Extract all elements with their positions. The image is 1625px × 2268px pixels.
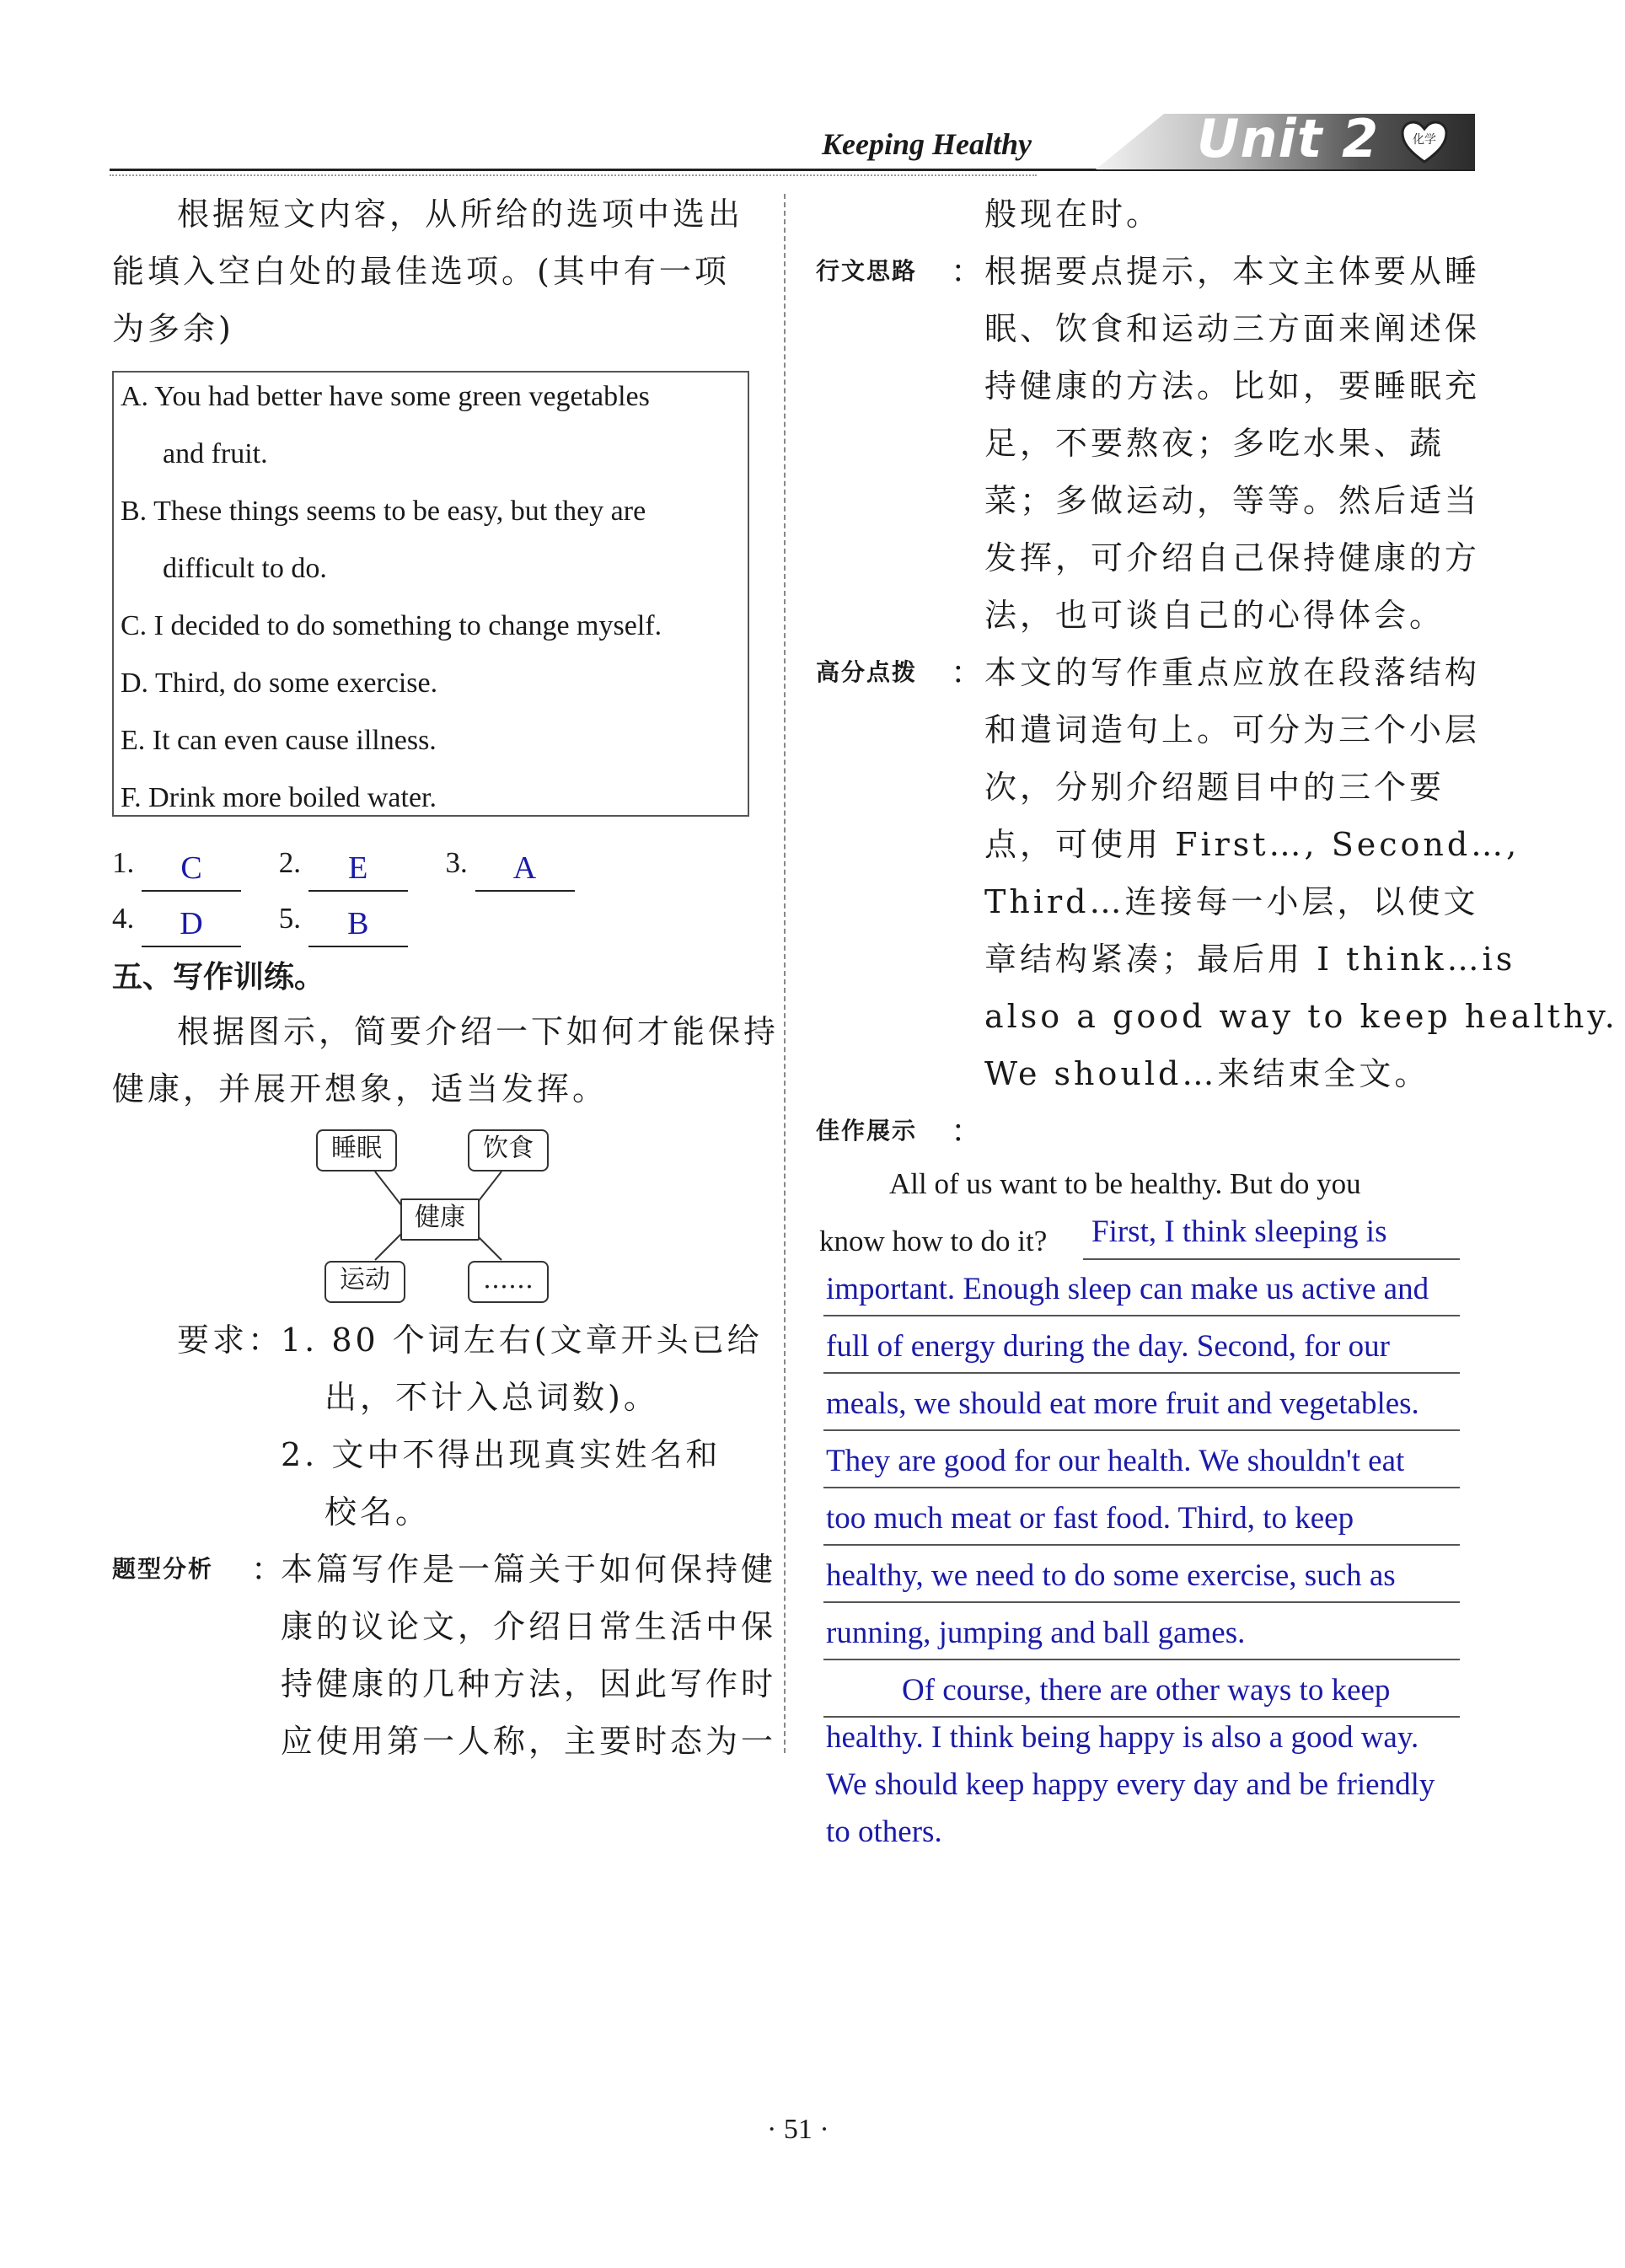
options-box (112, 371, 749, 817)
answer-2-value: E (348, 850, 368, 886)
heart-logo-icon (1399, 118, 1450, 169)
answer-4-value: D (180, 906, 203, 941)
page-number: · 51 · (767, 2114, 829, 2145)
requirements-label: 要求： (177, 1322, 284, 1359)
section-5-title: 五、写作训练。 (112, 960, 325, 995)
essay-line-5: They are good for our health. We shouldn't eat (826, 1444, 1405, 1478)
essay-rule-6 (823, 1544, 1460, 1546)
option-d: D. Third, do some exercise. (121, 668, 438, 699)
analysis-line-2: 康的议论文，介绍日常生活中保 (281, 1608, 777, 1645)
approach-line-7: 法，也可谈自己的心得体会。 (984, 597, 1445, 634)
approach-line-5: 菜；多做运动，等等。然后适当 (984, 482, 1481, 519)
sample-given-line-2: know how to do it? (819, 1225, 1048, 1257)
requirement-1-line-2: 出，不计入总词数)。 (324, 1379, 659, 1416)
approach-line-6: 发挥，可介绍自己保持健康的方 (984, 539, 1481, 576)
essay-line-2: important. Enough sleep can make us active and (826, 1272, 1429, 1306)
essay-line-3: full of energy during the day. Second, for our (826, 1329, 1390, 1364)
tips-tag: 高分点拨 (816, 658, 918, 686)
essay-line-9: Of course, there are other ways to keep (902, 1673, 1391, 1708)
answer-row-1 (112, 834, 575, 892)
intro-line-3: 为多余) (112, 310, 234, 347)
essay-line-1: First, I think sleeping is (1091, 1214, 1387, 1249)
option-a-line-2: and fruit. (163, 438, 268, 469)
answer-row-2 (112, 890, 408, 947)
intro-line-1: 根据短文内容，从所给的选项中选出 (177, 196, 744, 233)
answer-3-value: A (512, 850, 537, 886)
essay-line-7: healthy, we need to do some exercise, such as (826, 1558, 1396, 1593)
analysis-line-4: 应使用第一人称，主要时态为一 (281, 1723, 777, 1760)
health-diagram (312, 1121, 565, 1306)
tips-line-6: 章结构紧凑；最后用 I think…is (984, 941, 1516, 978)
diagram-box-sleep: 睡眠 (316, 1129, 397, 1172)
tips-line-2: 和遣词造句上。可分为三个小层 (984, 711, 1481, 748)
answer-2-num: 2. (278, 846, 301, 879)
option-b-line-2: difficult to do. (163, 553, 327, 584)
option-b-line-1: B. These things seems to be easy, but they are (121, 496, 646, 527)
option-f: F. Drink more boiled water. (121, 782, 437, 813)
analysis-tag: 题型分析 (112, 1555, 214, 1583)
intro-line-2: 能填入空白处的最佳选项。(其中有一项 (112, 253, 730, 290)
answer-3-blank (475, 850, 575, 892)
requirement-1-line-1: 1. 80 个词左右(文章开头已给 (281, 1322, 763, 1359)
answer-4-num: 4. (112, 902, 135, 935)
option-a-line-1: A. You had better have some green vegetables (121, 381, 650, 412)
tips-line-7: also a good way to keep healthy. (984, 998, 1618, 1035)
tips-line-5: Third…连接每一小层，以使文 (984, 883, 1479, 920)
tips-line-8: We should…来结束全文。 (984, 1055, 1430, 1092)
answer-1-value: C (180, 850, 202, 886)
section-5-line-1: 根据图示，简要介绍一下如何才能保持 (177, 1013, 780, 1050)
header-dotted-rule (110, 174, 1037, 176)
approach-tag: 行文思路 (816, 257, 918, 285)
requirement-2-line-2: 校名。 (324, 1493, 432, 1531)
tips-line-4: 点，可使用 First…, Second…, (984, 826, 1520, 863)
answer-3-num: 3. (445, 846, 468, 879)
essay-rule-2 (823, 1315, 1460, 1316)
essay-rule-7 (823, 1601, 1460, 1603)
sample-colon: ： (951, 1113, 987, 1150)
tips-colon: ： (951, 654, 987, 691)
approach-line-4: 足，不要熬夜；多吃水果、蔬 (984, 425, 1445, 462)
essay-rule-4 (823, 1429, 1460, 1431)
diagram-box-health: 健康 (400, 1198, 480, 1241)
continuation-line: 般现在时。 (984, 196, 1162, 233)
column-divider (784, 194, 786, 1753)
answer-2-blank (308, 850, 408, 892)
approach-line-2: 眠、饮食和运动三方面来阐述保 (984, 310, 1481, 347)
heart-badge-text: 化学 (1413, 133, 1436, 147)
approach-line-3: 持健康的方法。比如，要睡眠充 (984, 367, 1481, 405)
essay-rule-9 (823, 1716, 1460, 1718)
essay-line-8: running, jumping and ball games. (826, 1616, 1246, 1650)
option-c: C. I decided to do something to change myself. (121, 610, 662, 641)
diagram-box-more: …… (468, 1261, 549, 1303)
diagram-box-diet: 饮食 (468, 1129, 549, 1172)
section-5-line-2: 健康，并展开想象，适当发挥。 (112, 1070, 609, 1107)
analysis-colon: ： (251, 1551, 287, 1588)
tips-line-1: 本文的写作重点应放在段落结构 (984, 654, 1481, 691)
essay-line-11: We should keep happy every day and be friendly (826, 1767, 1435, 1802)
option-e: E. It can even cause illness. (121, 725, 437, 756)
tips-line-3: 次，分别介绍题目中的三个要 (984, 769, 1445, 806)
essay-rule-3 (823, 1372, 1460, 1374)
answer-1-num: 1. (112, 846, 135, 879)
essay-rule-8 (823, 1659, 1460, 1660)
essay-line-6: too much meat or fast food. Third, to keep (826, 1501, 1354, 1536)
essay-rule-1 (1083, 1258, 1460, 1260)
answer-5-blank (308, 905, 408, 947)
unit-label: Unit 2 (1197, 108, 1380, 169)
analysis-line-3: 持健康的几种方法，因此写作时 (281, 1665, 777, 1702)
essay-rule-5 (823, 1487, 1460, 1488)
approach-line-1: 根据要点提示，本文主体要从睡 (984, 253, 1481, 290)
answer-4-blank (142, 905, 241, 947)
answer-1-blank (142, 850, 241, 892)
approach-colon: ： (951, 253, 987, 290)
requirement-2-line-1: 2. 文中不得出现真实姓名和 (281, 1436, 721, 1473)
essay-line-10: healthy. I think being happy is also a good way. (826, 1720, 1419, 1755)
header-title: Keeping Healthy (822, 127, 1032, 161)
essay-line-12: to others. (826, 1815, 942, 1849)
answer-5-value: B (347, 906, 369, 941)
sample-given-line-1: All of us want to be healthy. But do you (889, 1167, 1361, 1200)
essay-line-4: meals, we should eat more fruit and vegetables. (826, 1386, 1419, 1421)
answer-5-num: 5. (278, 902, 301, 935)
diagram-box-exercise: 运动 (324, 1261, 405, 1303)
sample-tag: 佳作展示 (816, 1117, 918, 1145)
analysis-line-1: 本篇写作是一篇关于如何保持健 (281, 1551, 777, 1588)
